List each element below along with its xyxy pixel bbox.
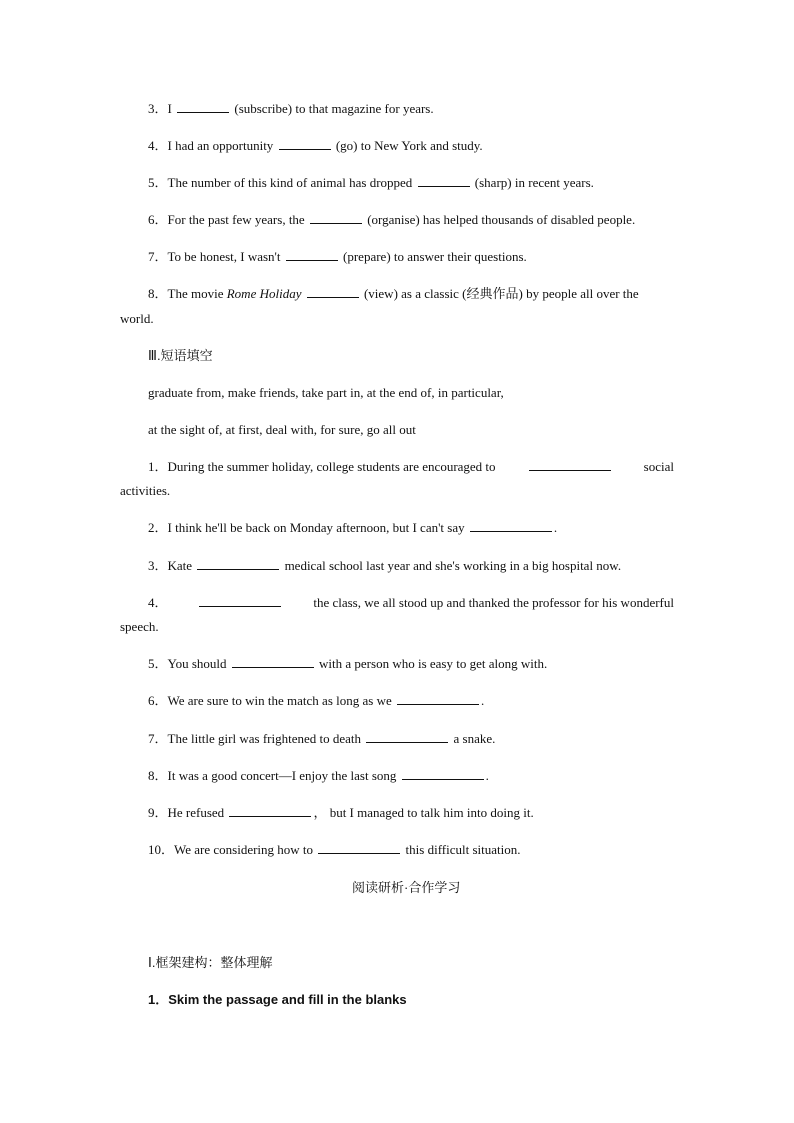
item-continuation: world. xyxy=(120,311,154,326)
item-text: The movie xyxy=(167,286,224,301)
item-text: to New York and study. xyxy=(360,138,483,153)
section-heading: Ⅲ.短语填空 xyxy=(148,348,213,363)
item-number: 3． xyxy=(148,558,168,573)
answer-blank[interactable] xyxy=(279,138,331,150)
answer-blank[interactable] xyxy=(318,842,400,854)
item-text: in recent years. xyxy=(514,175,594,190)
section-heading: Ⅰ.框架建构：整体理解 xyxy=(148,955,273,970)
item-text: to answer their questions. xyxy=(393,249,527,264)
item-text: a snake. xyxy=(453,731,496,746)
answer-blank[interactable] xyxy=(177,101,229,113)
item-text: I xyxy=(167,101,172,116)
answer-blank[interactable] xyxy=(307,286,359,298)
item-text: He refused xyxy=(167,805,225,820)
exercise-item xyxy=(148,595,674,611)
item-text: We are sure to win the match as long as we xyxy=(167,693,392,708)
item-number: 4． xyxy=(148,595,168,610)
exercise-item xyxy=(148,558,621,574)
exercise-item xyxy=(148,731,495,747)
item-text: During the summer holiday, college students are encouraged to xyxy=(167,459,496,474)
item-text: ， but I managed to talk him into doing it. xyxy=(313,805,534,820)
answer-blank[interactable] xyxy=(286,249,338,261)
item-text: social xyxy=(643,459,674,474)
item-number: 2． xyxy=(148,520,168,535)
item-hint: (go) xyxy=(335,138,358,153)
exercise-item xyxy=(148,286,639,302)
item-hint: (sharp) xyxy=(474,175,512,190)
exercise-item xyxy=(148,138,483,154)
answer-blank[interactable] xyxy=(418,175,470,187)
movie-title: Rome Holiday xyxy=(226,286,302,301)
item-number: 5． xyxy=(148,656,168,671)
item-text: with a person who is easy to get along with. xyxy=(319,656,548,671)
item-text: It was a good concert—I enjoy the last song xyxy=(167,768,397,783)
exercise-item xyxy=(148,656,547,672)
item-number: 4． xyxy=(148,138,168,153)
exercise-item xyxy=(148,768,489,784)
exercise-item xyxy=(148,842,521,858)
item-text: You should xyxy=(167,656,227,671)
item-text: I had an opportunity xyxy=(167,138,274,153)
exercise-item xyxy=(148,805,534,821)
answer-blank[interactable] xyxy=(310,212,362,224)
phrase-bank: at the sight of, at first, deal with, for sure, go all out xyxy=(148,422,416,437)
answer-blank[interactable] xyxy=(199,595,281,607)
item-number: 6． xyxy=(148,693,168,708)
item-continuation: activities. xyxy=(120,483,171,498)
item-hint: (view) xyxy=(363,286,398,301)
exercise-item xyxy=(148,175,594,191)
item-continuation: speech. xyxy=(120,619,159,634)
item-text: the class, we all stood up and thanked the professor for his wonderful xyxy=(313,595,674,610)
item-prefix xyxy=(148,459,496,475)
item-hint: (organise) xyxy=(367,212,420,227)
item-number: 5． xyxy=(148,175,168,190)
item-text: . xyxy=(485,768,489,783)
item-text: has helped thousands of disabled people. xyxy=(422,212,636,227)
answer-blank[interactable] xyxy=(402,768,484,780)
exercise-item xyxy=(148,212,635,228)
item-text: The little girl was frightened to death xyxy=(167,731,362,746)
exercise-item xyxy=(148,101,434,117)
answer-blank[interactable] xyxy=(229,805,311,817)
item-number: 7． xyxy=(148,731,168,746)
item-text: For the past few years, the xyxy=(167,212,305,227)
answer-blank[interactable] xyxy=(232,656,314,668)
item-text: Kate xyxy=(167,558,193,573)
task-heading: 1．Skim the passage and fill in the blanks xyxy=(148,992,407,1007)
answer-blank[interactable] xyxy=(197,558,279,570)
item-text: to that magazine for years. xyxy=(295,101,434,116)
reading-section-title: 阅读研析·合作学习 xyxy=(352,880,461,895)
exercise-item xyxy=(148,520,557,536)
item-number: 3． xyxy=(148,101,168,116)
item-text: medical school last year and she's working in a big hospital now. xyxy=(284,558,622,573)
item-number: 6． xyxy=(148,212,168,227)
item-number: 8． xyxy=(148,286,168,301)
item-hint: (subscribe) xyxy=(234,101,293,116)
item-text: . xyxy=(480,693,485,708)
answer-blank[interactable] xyxy=(366,731,448,743)
answer-blank[interactable] xyxy=(397,693,479,705)
item-number: 7． xyxy=(148,249,168,264)
item-number: 8． xyxy=(148,768,168,783)
item-text: as a classic (经典作品) by people all over the xyxy=(401,286,639,301)
item-number: 9． xyxy=(148,805,168,820)
item-text: I think he'll be back on Monday afternoon, but I can't say xyxy=(167,520,465,535)
item-number: 10． xyxy=(148,842,175,857)
exercise-item xyxy=(148,249,527,265)
item-text: To be honest, I wasn't xyxy=(167,249,281,264)
item-text: The number of this kind of animal has dropped xyxy=(167,175,413,190)
item-number: 1． xyxy=(148,459,168,474)
item-text: We are considering how to xyxy=(174,842,314,857)
exercise-item xyxy=(148,459,674,475)
exercise-item xyxy=(148,693,484,709)
answer-blank[interactable] xyxy=(470,520,552,532)
item-text: . xyxy=(553,520,558,535)
answer-blank[interactable] xyxy=(529,459,611,471)
item-hint: (prepare) xyxy=(343,249,391,264)
phrase-bank: graduate from, make friends, take part in, at the end of, in particular, xyxy=(148,385,504,400)
item-text: this difficult situation. xyxy=(405,842,521,857)
